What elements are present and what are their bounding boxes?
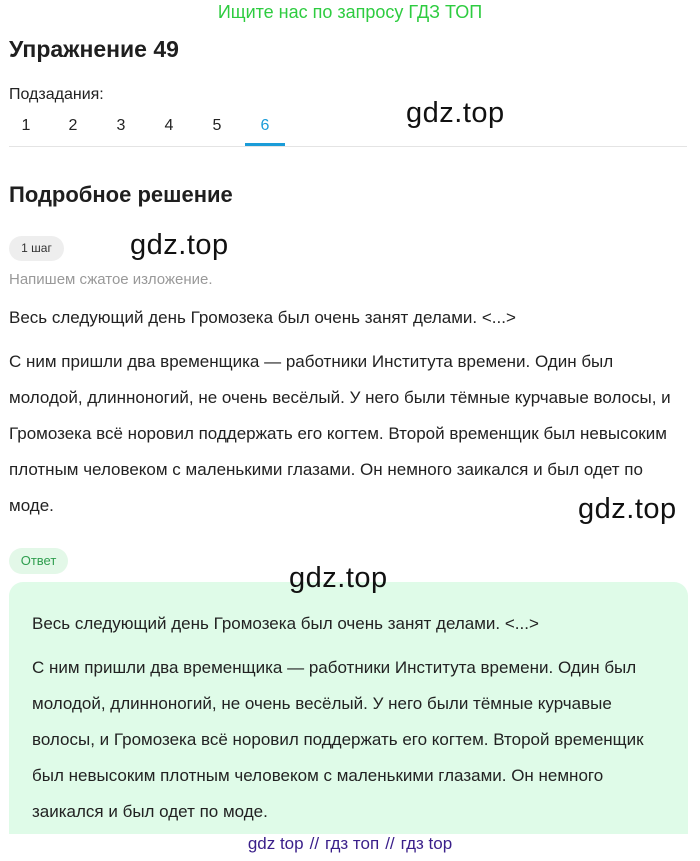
section-title: Подробное решение: [9, 182, 233, 207]
tab-subtask-2[interactable]: 2: [68, 117, 78, 134]
footer-link-2[interactable]: гдз топ: [325, 834, 380, 853]
watermark: gdz.top: [130, 229, 229, 261]
subtasks-label: Подзадания:: [9, 86, 104, 103]
tab-subtask-3[interactable]: 3: [116, 117, 126, 134]
answer-badge: Ответ: [9, 548, 68, 574]
tab-subtask-1[interactable]: 1: [21, 117, 31, 134]
watermark: gdz.top: [406, 97, 505, 129]
footer-link-3[interactable]: гдз top: [400, 834, 453, 853]
tabs-divider: [9, 146, 687, 147]
answer-paragraph-1: Весь следующий день Громозека был очень занят делами. <...>: [32, 614, 539, 633]
exercise-title: Упражнение 49: [9, 36, 179, 62]
search-banner: Ищите нас по запросу ГДЗ ТОП: [217, 2, 483, 22]
footer-links: [0, 834, 700, 854]
step-badge: 1 шаг: [9, 236, 64, 261]
footer-separator: //: [309, 834, 320, 853]
solution-paragraph-1: Весь следующий день Громозека был очень занят делами. <...>: [9, 308, 516, 327]
tab-subtask-4[interactable]: 4: [164, 117, 174, 134]
answer-paragraph-2: С ним пришли два временщика — работники Института времени. Один был молодой, длинноногий, не очень весёлый. У него были тёмные курчавые волосы, и Громозека всё норовил поддержать его когтем. Второй временщик был невысоким плотным человеком с маленькими глазами. Он немного заикался и был одет по моде.: [32, 658, 644, 821]
footer-link-1[interactable]: gdz top: [247, 834, 304, 853]
watermark: gdz.top: [578, 493, 677, 525]
tab-subtask-5[interactable]: 5: [212, 117, 222, 134]
footer-separator: //: [385, 834, 395, 853]
solution-paragraph-2: С ним пришли два временщика — работники Института времени. Один был молодой, длинноногий, не очень весёлый. У него были тёмные курчавые волосы, и Громозека всё норовил поддержать его когтем. Второй временщик был невысоким плотным человеком с маленькими глазами. Он немного заикался и был одет по моде.: [9, 352, 671, 515]
tab-subtask-6[interactable]: 6: [260, 117, 270, 134]
step-hint: Напишем сжатое изложение.: [9, 271, 213, 288]
watermark: gdz.top: [289, 562, 388, 594]
